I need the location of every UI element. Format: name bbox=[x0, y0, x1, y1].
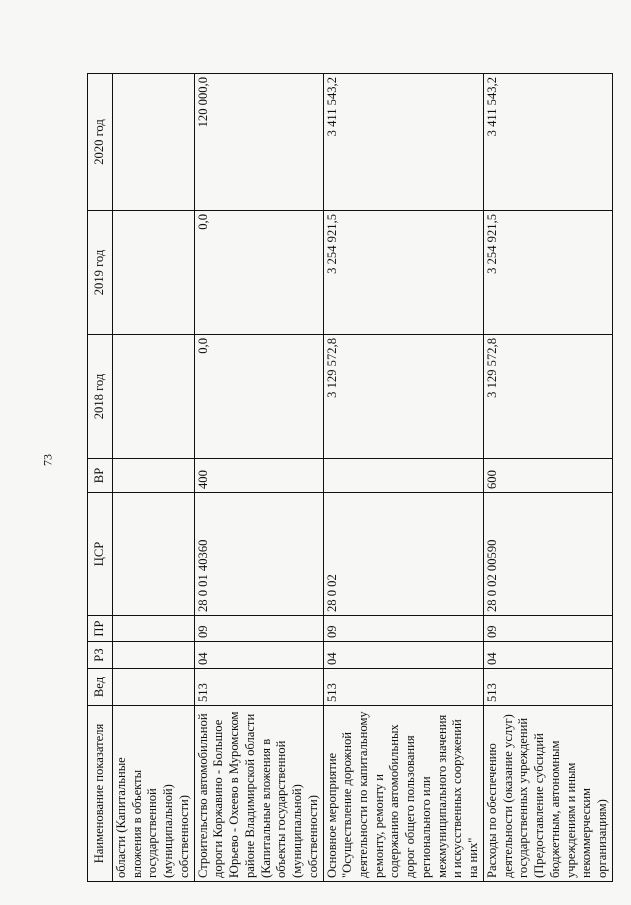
table-row bbox=[113, 74, 195, 882]
row-vr bbox=[113, 459, 195, 493]
row-csr: 28 0 02 00590 bbox=[483, 493, 612, 616]
row-2018: 3 129 572,8 bbox=[323, 335, 483, 459]
budget-table bbox=[87, 74, 610, 882]
row-name: Основное мероприятие "Осуществление дорожной деятельности по капитальному ремонту, ремонту и содержанию автомобильных дорог общего пользования регионального или межмуниципального значения и искусственных сооружений на них" bbox=[323, 706, 483, 882]
row-ved: 513 bbox=[483, 669, 612, 706]
row-vr: 400 bbox=[194, 459, 323, 493]
row-vr bbox=[323, 459, 483, 493]
row-2020: 120 000,0 bbox=[194, 74, 323, 211]
row-ved bbox=[113, 669, 195, 706]
header-ved: Вед bbox=[88, 669, 113, 706]
row-rz: 04 bbox=[194, 642, 323, 669]
row-rz bbox=[113, 642, 195, 669]
row-csr: 28 0 01 40360 bbox=[194, 493, 323, 616]
header-csr: ЦСР bbox=[88, 493, 113, 616]
row-2019: 3 254 921,5 bbox=[483, 211, 612, 335]
header-2020: 2020 год bbox=[88, 74, 113, 211]
row-csr bbox=[113, 493, 195, 616]
page-number: 73 bbox=[40, 454, 55, 466]
row-pr: 09 bbox=[323, 616, 483, 642]
row-2020: 3 411 543,2 bbox=[323, 74, 483, 211]
row-2019: 3 254 921,5 bbox=[323, 211, 483, 335]
table-row bbox=[323, 74, 483, 882]
row-name: Расходы по обеспечению деятельности (оказание услуг) государственных учреждений (Предоставление субсидий бюджетным, автономным учреждениям и иным некоммерческим организациям) bbox=[483, 706, 612, 882]
row-2020: 3 411 543,2 bbox=[483, 74, 612, 211]
header-rz: РЗ bbox=[88, 642, 113, 669]
row-pr: 09 bbox=[483, 616, 612, 642]
row-vr: 600 bbox=[483, 459, 612, 493]
table-row bbox=[194, 74, 323, 882]
row-pr bbox=[113, 616, 195, 642]
row-2018: 3 129 572,8 bbox=[483, 335, 612, 459]
row-csr: 28 0 02 bbox=[323, 493, 483, 616]
row-ved: 513 bbox=[323, 669, 483, 706]
header-pr: ПР bbox=[88, 616, 113, 642]
row-2018 bbox=[113, 335, 195, 459]
row-2019 bbox=[113, 211, 195, 335]
table-row bbox=[483, 74, 612, 882]
row-rz: 04 bbox=[483, 642, 612, 669]
header-2018: 2018 год bbox=[88, 335, 113, 459]
table-header-row bbox=[88, 74, 113, 882]
header-vr: ВР bbox=[88, 459, 113, 493]
row-name: Строительство автомобильной дороги Коржавино - Большое Юрьево - Охеево в Муромском районе Владимирской области (Капитальные вложения в объекты государственной (муниципальной) собственности) bbox=[194, 706, 323, 882]
row-name: области (Капитальные вложения в объекты государственной (муниципальной) собственности) bbox=[113, 706, 195, 882]
header-name: Наименование показателя bbox=[88, 706, 113, 882]
row-2020 bbox=[113, 74, 195, 211]
row-pr: 09 bbox=[194, 616, 323, 642]
row-2018: 0,0 bbox=[194, 335, 323, 459]
row-ved: 513 bbox=[194, 669, 323, 706]
header-2019: 2019 год bbox=[88, 211, 113, 335]
row-2019: 0,0 bbox=[194, 211, 323, 335]
row-rz: 04 bbox=[323, 642, 483, 669]
